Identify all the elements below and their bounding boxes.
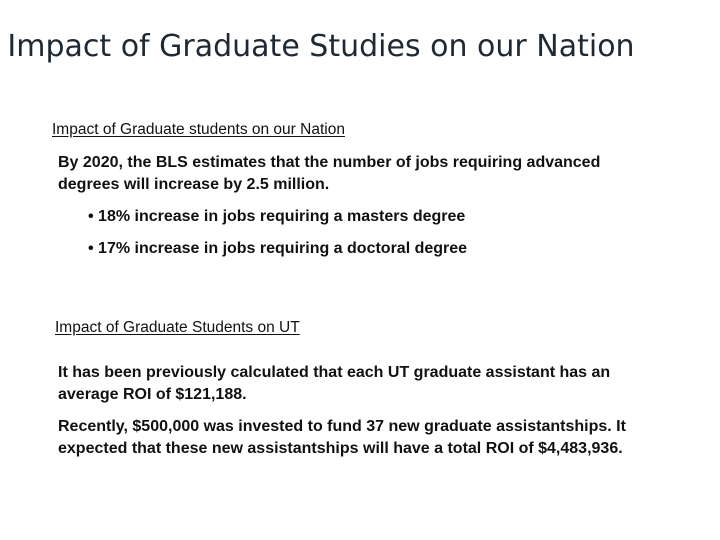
section-heading-ut: Impact of Graduate Students on UT bbox=[55, 319, 300, 336]
slide-title: Impact of Graduate Studies on our Nation bbox=[7, 29, 635, 65]
ut-roi-paragraph: It has been previously calculated that each UT graduate assistant has an average ROI of $121,188. bbox=[58, 364, 611, 403]
nation-paragraph: By 2020, the BLS estimates that the number of jobs requiring advanced degrees will increase by 2.5 million. bbox=[58, 154, 601, 193]
section-heading-nation: Impact of Graduate students on our Nation bbox=[52, 121, 345, 138]
ut-investment-paragraph: Recently, $500,000 was invested to fund 37 new graduate assistantships. It expected that these new assistantships will have a total ROI of $4,483,936. bbox=[58, 418, 626, 457]
bullet-masters: • 18% increase in jobs requiring a masters degree bbox=[88, 208, 466, 225]
bullet-doctoral: • 17% increase in jobs requiring a doctoral degree bbox=[88, 240, 468, 257]
